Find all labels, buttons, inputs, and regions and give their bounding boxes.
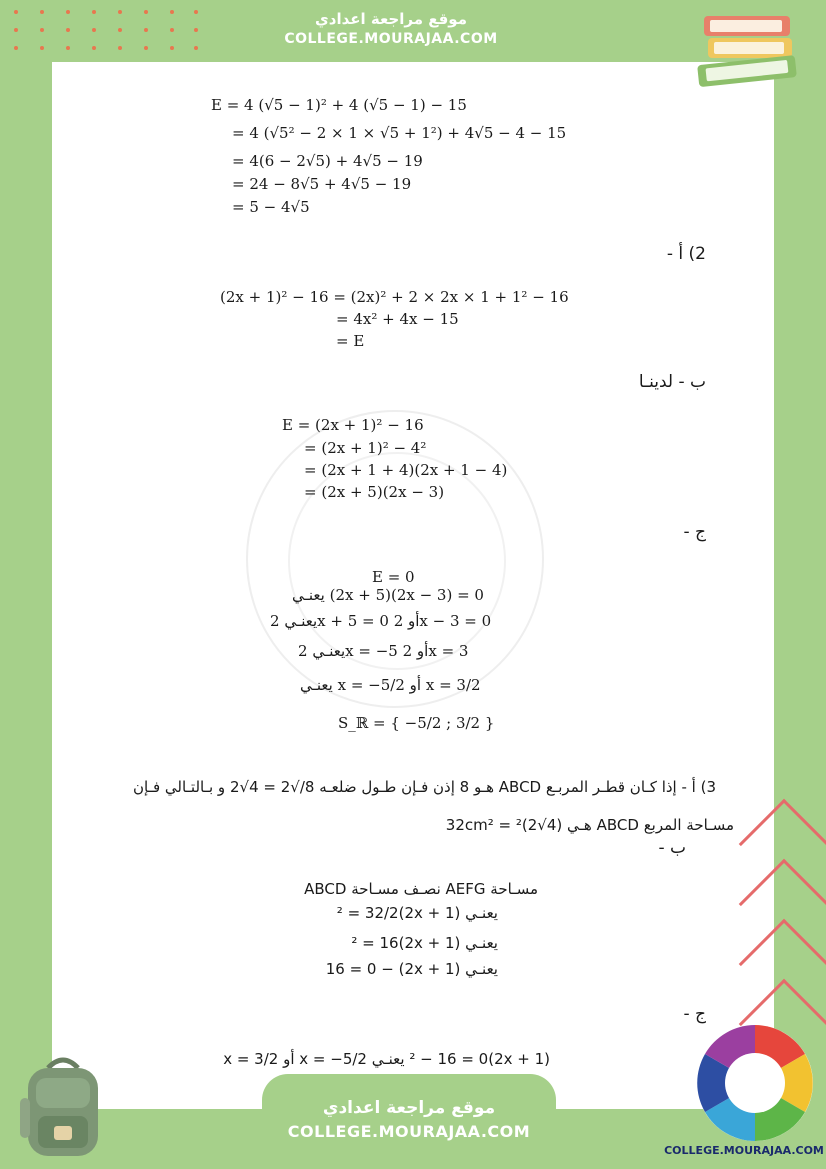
header-site-url[interactable]: COLLEGE.MOURAJAA.COM [284, 31, 498, 47]
solution-set: S_ℝ = { −5/2 ; 3/2 } [338, 714, 495, 732]
equation-line: = E [336, 332, 365, 350]
question-label-2a: 2) أ - [666, 244, 706, 264]
equation-line: = (2x + 1)² − 4² [304, 439, 427, 457]
footer-site-url[interactable]: COLLEGE.MOURAJAA.COM [287, 1122, 531, 1141]
equation-line: = 4x² + 4x − 15 [336, 310, 459, 328]
footer-banner[interactable] [262, 1074, 556, 1169]
equation-line: يعنـي (2x + 5)(2x − 3) = 0 [292, 586, 484, 604]
logo-caption: COLLEGE.MOURAJAA.COM [664, 1144, 824, 1157]
equation-line: = (2x + 1 + 4)(2x + 1 − 4) [304, 461, 508, 479]
equation-line: يعنـي (2x + 1)² = 16 [351, 934, 498, 952]
equation-line: يعنـي x = −5/2 أو x = 3/2 [300, 676, 481, 694]
question-label-3b: ب - [658, 838, 686, 858]
header-banner[interactable] [262, 0, 520, 60]
frame-left [0, 0, 52, 1169]
equation-line: E = 4 (√5 − 1)² + 4 (√5 − 1) − 15 [211, 96, 467, 114]
equation-line: = 4(6 − 2√5) + 4√5 − 19 [232, 152, 423, 170]
site-logo[interactable] [696, 1024, 814, 1142]
question-text-3a-cont: مسـاحة المربع ABCD هـي (4√2)² = 32cm² [445, 816, 734, 834]
equation-line: (2x + 1)² − 16 = (2x)² + 2 × 2x × 1 + 1² − 16 [220, 288, 569, 306]
question-label-3c: ج - [683, 1004, 706, 1024]
equation-line: = 4 (√5² − 2 × 1 × √5 + 1²) + 4√5 − 4 − 15 [232, 124, 567, 142]
equation-line: يعنـي 2x = −5 أو 2x = 3 [298, 642, 469, 660]
equation-line: (2x + 1)² − 16 = 0 يعنـي x = −5/2 أو x = 3/2 [223, 1050, 550, 1068]
equation-line: يعنـي 2x + 5 = 0 أو 2x − 3 = 0 [270, 612, 492, 630]
equation-line: مسـاحة AEFG نصـف مسـاحة ABCD [304, 880, 538, 898]
equation-line: يعنـي (2x + 1) − 16 = 0 [325, 960, 498, 978]
footer-site-name: موقع مراجعة اعدادي [322, 1098, 496, 1118]
equation-line: = 24 − 8√5 + 4√5 − 19 [232, 175, 412, 193]
equation-line: يعنـي (2x + 1)² = 32/2 [336, 904, 498, 922]
equation-line: E = 0 [372, 568, 415, 586]
books-icon [692, 12, 804, 96]
question-label-2b: ب - لدينـا [638, 372, 706, 392]
equation-line: = (2x + 5)(2x − 3) [304, 483, 445, 501]
question-label-2c: ج - [683, 522, 706, 542]
equation-line: E = (2x + 1)² − 16 [282, 416, 424, 434]
backpack-icon [14, 1054, 112, 1162]
equation-line: = 5 − 4√5 [232, 198, 310, 216]
header-site-name: موقع مراجعة اعدادي [315, 10, 467, 28]
question-text-3a: 3) أ - إذا كـان قطـر المربـع ABCD هـو 8 إذن فـإن طـول ضلعـه 8/√2 = 4√2 و بـالتـالي فـإن [132, 778, 716, 796]
